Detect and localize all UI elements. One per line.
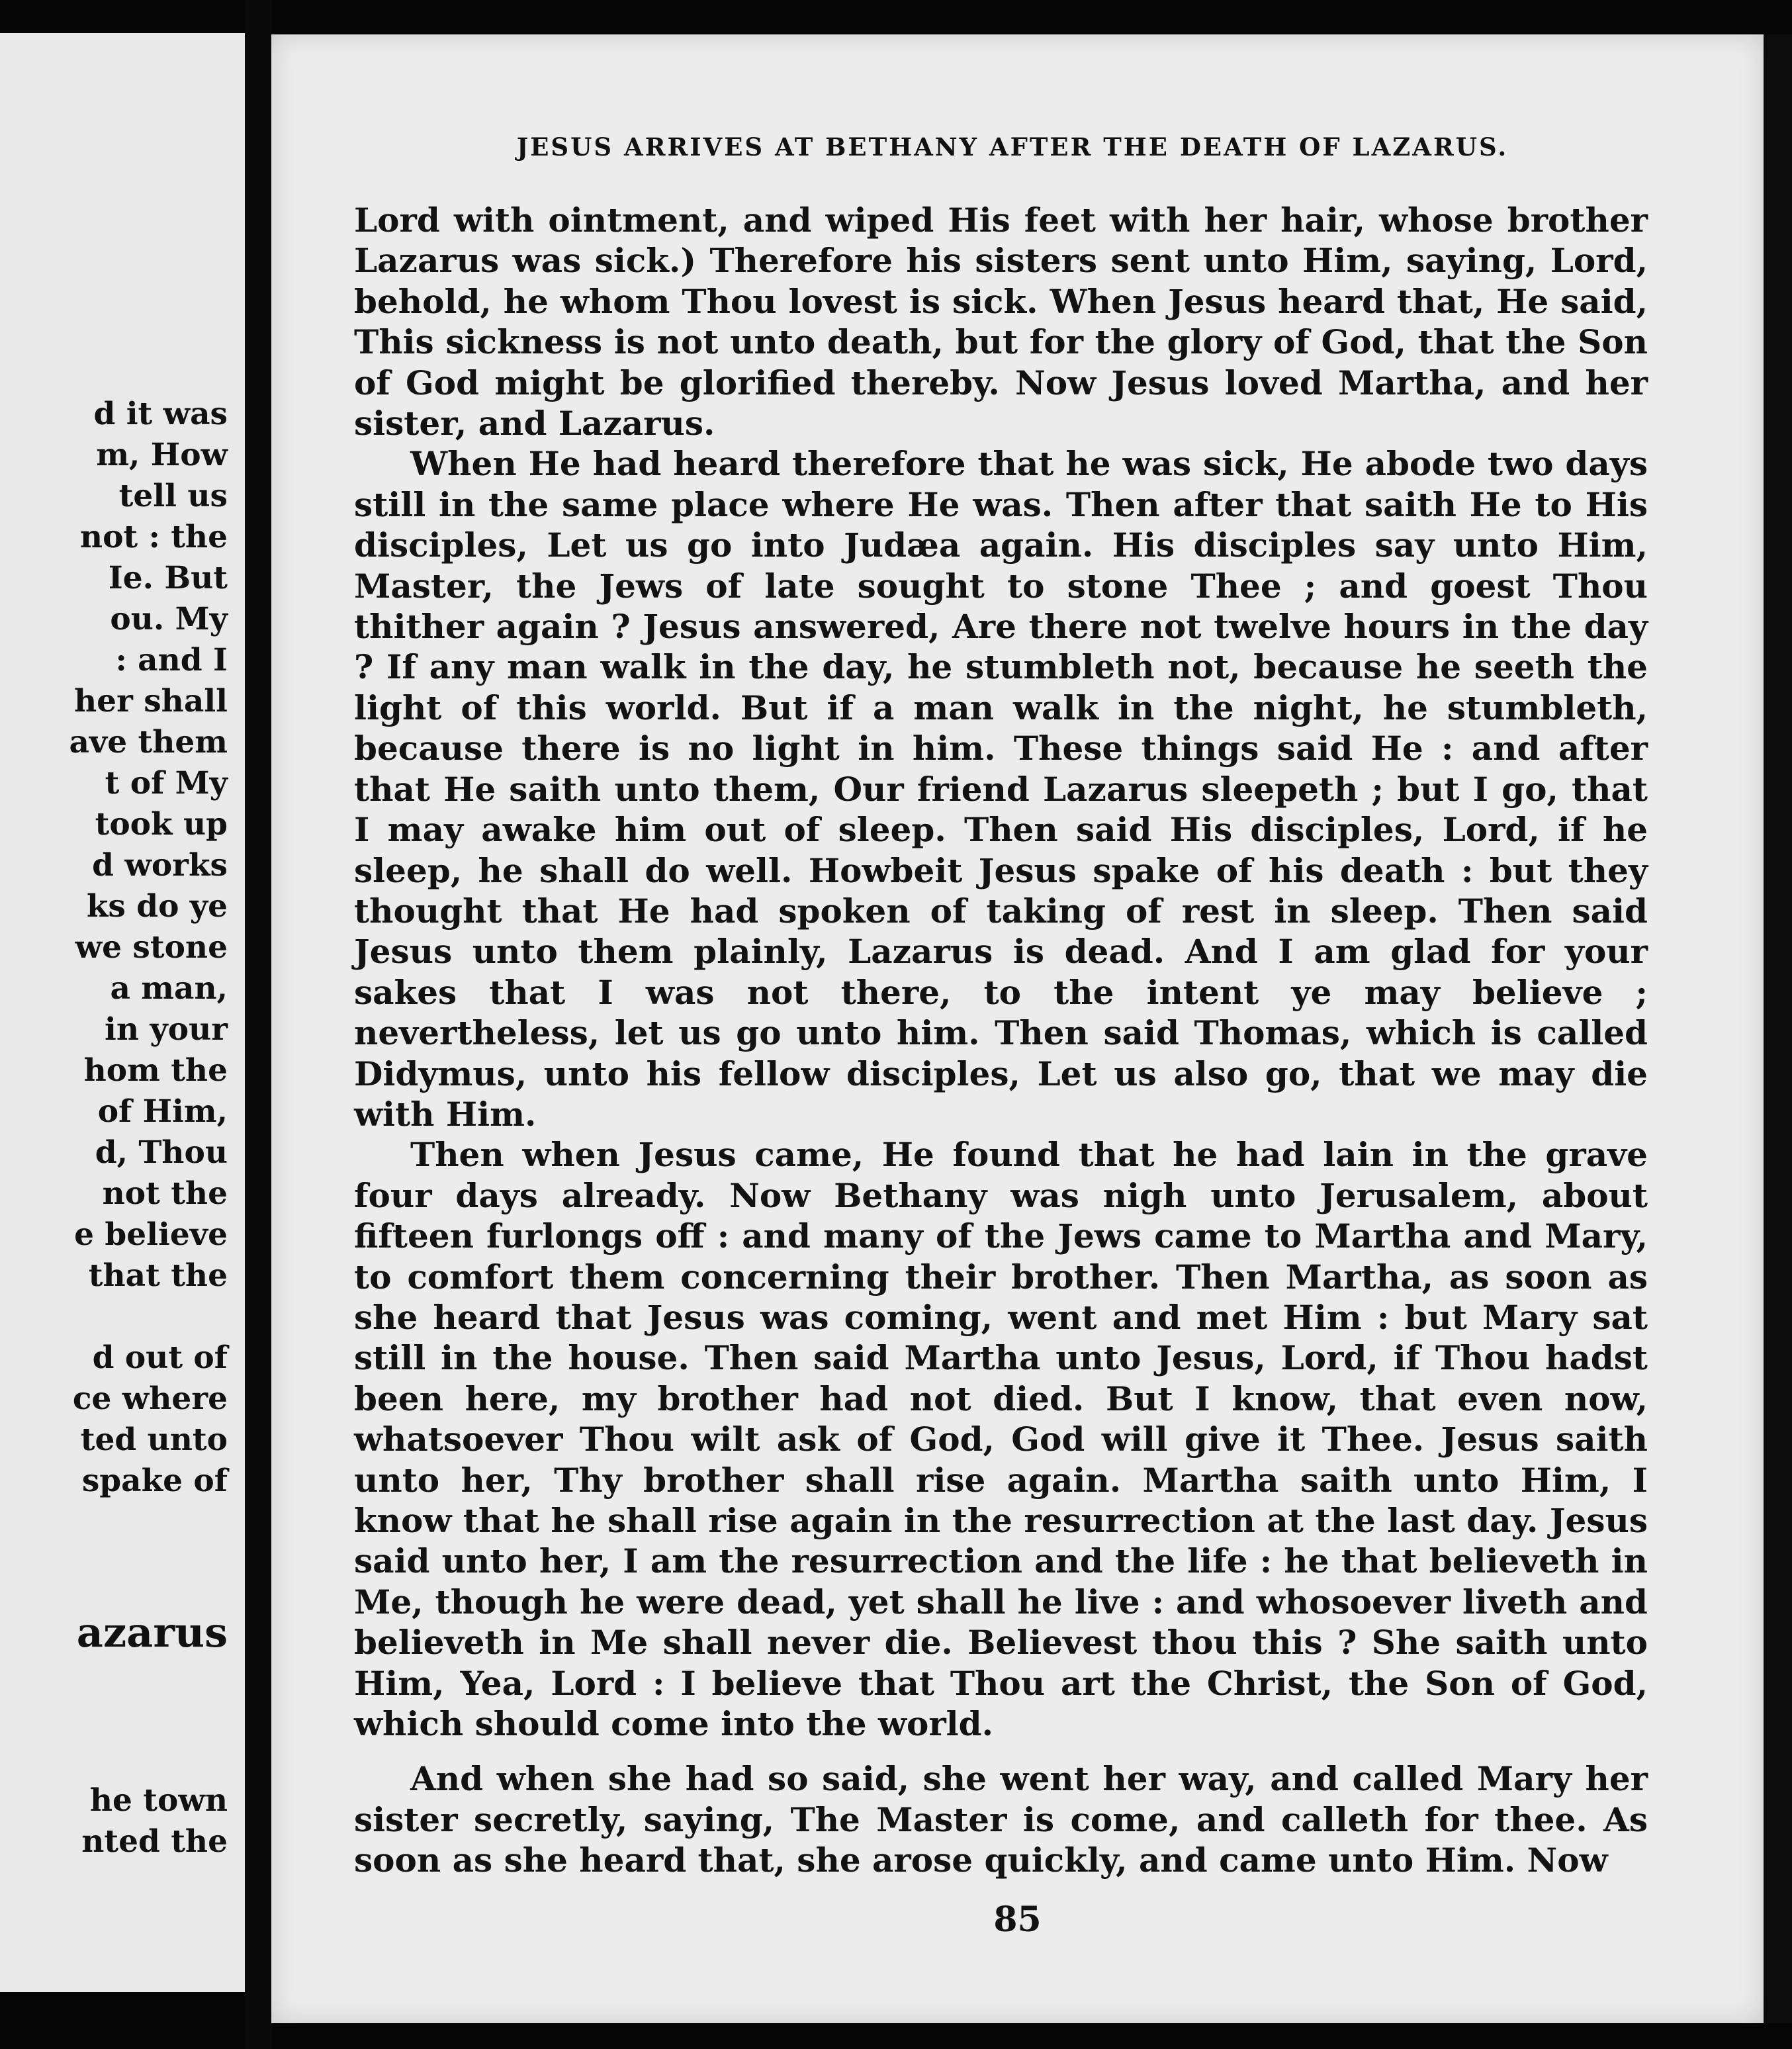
facing-page-line: d it was: [93, 396, 228, 432]
facing-page-line: d works: [92, 847, 228, 884]
facing-page-line: not : the: [79, 519, 228, 555]
facing-page-line: tell us: [118, 478, 228, 514]
facing-page-line: d, Thou: [95, 1134, 228, 1171]
page-edge: [1764, 34, 1792, 2023]
page-body: [354, 200, 1648, 1881]
facing-page-line: ce where: [72, 1381, 228, 1417]
facing-page-line: ks do ye: [86, 888, 228, 925]
facing-page-text-fragments: [69, 394, 228, 1502]
facing-page-line: in your: [105, 1011, 228, 1048]
facing-page-line: a man,: [110, 970, 228, 1007]
facing-page-line: ted unto: [80, 1422, 228, 1458]
facing-page-line: ou. My: [110, 601, 228, 637]
facing-page-line: took up: [95, 806, 228, 842]
facing-page-line: nted the: [81, 1823, 228, 1860]
facing-page-line: not the: [102, 1175, 228, 1212]
facing-page-line: m, How: [96, 437, 228, 473]
facing-page-line: t of My: [105, 765, 228, 801]
book-gutter: [245, 0, 271, 2049]
facing-page-line: d out of: [92, 1340, 228, 1376]
page-number: 85: [993, 1899, 1042, 1940]
book-page: [271, 34, 1764, 2023]
running-head: JESUS ARRIVES AT BETHANY AFTER THE DEATH OF LAZARUS.: [516, 132, 1509, 161]
facing-page-line: : and I: [115, 642, 228, 678]
facing-page-line: ave them: [69, 724, 228, 760]
paragraph: Then when Jesus came, He found that he had lain in the grave four days already. Now Bethany was nigh unto Jerusalem, about fifteen furlongs off : and many of the Jews came to Martha and Mary, to comfort them concerning their brother. Then Martha, as soon as she heard that Jesus was coming, went and met Him : but Mary sat still in the house. Then said Martha unto Jesus, Lord, if Thou hadst been here, my brother had not died. But I know, that even now, whatsoever Thou wilt ask of God, God will give it Thee. Jesus saith unto her, Thy brother shall rise again. Martha saith unto Him, I know that he shall rise again in the resurrection at the last day. Jesus said unto her, I am the resurrection and the life : he that believeth in Me, though he were dead, yet shall he live : and whosoever liveth and believeth in Me shall never die. Believest thou this ? She saith unto Him, Yea, Lord : I believe that Thou art the Christ, the Son of God, which should come into the world.: [354, 1135, 1648, 1744]
facing-page-heading-fragment: azarus: [76, 1608, 228, 1657]
facing-page-line: hom the: [83, 1052, 228, 1089]
facing-page: [0, 33, 245, 1992]
facing-page-text-fragments-lower: [81, 1780, 228, 1862]
facing-page-line: spake of: [81, 1463, 228, 1499]
facing-page-line: he town: [89, 1782, 228, 1819]
facing-page-line: that the: [88, 1257, 228, 1294]
paragraph: And when she had so said, she went her way, and called Mary her sister secretly, saying, The Master is come, and calleth for thee. As soon as she heard that, she arose quickly, and came unto Him. Now: [354, 1759, 1648, 1880]
facing-page-line: of Him,: [97, 1093, 228, 1130]
facing-page-line: Ie. But: [108, 560, 228, 596]
facing-page-line: e believe: [74, 1216, 228, 1253]
facing-page-line: we stone: [75, 929, 228, 966]
facing-page-line: her shall: [74, 683, 228, 719]
paragraph: When He had heard therefore that he was sick, He abode two days still in the same place where He was. Then after that saith He to His disciples, Let us go into Judæa again. His disciples say unto Him, Master, the Jews of late sought to stone Thee ; and goest Thou thither again ? Jesus answered, Are there not twelve hours in the day ? If any man walk in the day, he stumbleth not, because he seeth the light of this world. But if a man walk in the night, he stumbleth, because there is no light in him. These things said He : and after that He saith unto them, Our friend Lazarus sleepeth ; but I go, that I may awake him out of sleep. Then said His disciples, Lord, if he sleep, he shall do well. Howbeit Jesus spake of his death : but they thought that He had spoken of taking of rest in sleep. Then said Jesus unto them plainly, Lazarus is dead. And I am glad for your sakes that I was not there, to the intent ye may believe ; nevertheless, let us go unto him. Then said Thomas, which is called Didymus, unto his fellow disciples, Let us also go, that we may die with Him.: [354, 444, 1648, 1134]
facing-page-line: [69, 1297, 228, 1338]
paragraph: Lord with ointment, and wiped His feet with her hair, whose brother Lazarus was sick.) Therefore his sisters sent unto Him, saying, Lord, behold, he whom Thou lovest is sick. When Jesus heard that, He said, This sickness is not unto death, but for the glory of God, that the Son of God might be glorified thereby. Now Jesus loved Martha, and her sister, and Lazarus.: [354, 201, 1648, 443]
